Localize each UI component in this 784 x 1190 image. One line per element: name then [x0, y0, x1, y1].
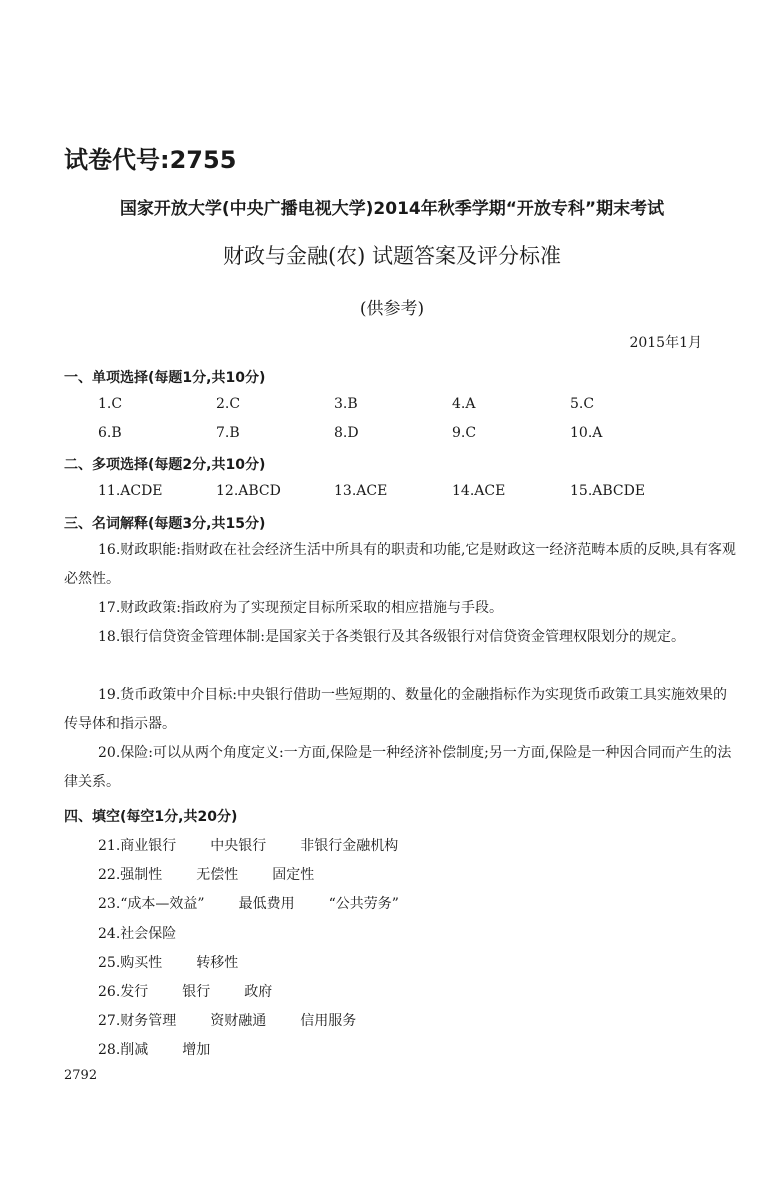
answer: 3.B	[334, 396, 358, 412]
blank: 24.社会保险	[98, 926, 177, 942]
answer: 15.ABCDE	[570, 483, 646, 499]
blank: 28.削减	[98, 1042, 149, 1058]
answer: 13.ACE	[334, 483, 388, 499]
blank: 最低费用	[238, 896, 295, 912]
fill-answer-22	[98, 864, 348, 884]
blank: 25.购买性	[98, 955, 163, 971]
section-3-heading: 三、名词解释(每题3分,共15分)	[64, 516, 266, 532]
blank: 26.发行	[98, 984, 149, 1000]
reference-note: (供参考)	[359, 299, 425, 319]
fill-answer-21	[98, 835, 432, 855]
answer: 9.C	[452, 425, 477, 441]
answer: 14.ACE	[452, 483, 506, 499]
page-number: 2792	[64, 1068, 98, 1083]
blank: 无偿性	[196, 867, 239, 883]
answer: 7.B	[216, 425, 240, 441]
fill-answer-23	[98, 893, 433, 913]
fill-answer-24	[98, 923, 210, 943]
section-2-heading: 二、多项选择(每题2分,共10分)	[64, 457, 266, 473]
section-1-answers-row-1	[98, 396, 688, 412]
blank: 信用服务	[300, 1013, 357, 1029]
definition-18: 18.银行信贷资金管理体制:是国家关于各类银行及其各级银行对信贷资金管理权限划分的规定。	[98, 629, 685, 645]
definition-17: 17.财政政策:指政府为了实现预定目标所采取的相应措施与手段。	[98, 600, 503, 616]
fill-answer-28	[98, 1039, 244, 1059]
blank: 23.“成本—效益”	[98, 896, 205, 912]
blank: 增加	[182, 1042, 211, 1058]
document-title: 财政与金融(农) 试题答案及评分标准	[222, 244, 562, 268]
answer: 1.C	[98, 396, 123, 412]
paper-code: 试卷代号:2755	[64, 146, 237, 174]
section-1-heading: 一、单项选择(每题1分,共10分)	[64, 370, 266, 386]
answer: 11.ACDE	[98, 483, 163, 499]
answer: 6.B	[98, 425, 122, 441]
blank: 27.财务管理	[98, 1013, 177, 1029]
blank: 22.强制性	[98, 867, 163, 883]
answer: 4.A	[452, 396, 476, 412]
section-1-answers-row-2	[98, 425, 688, 441]
blank: 资财融通	[210, 1013, 267, 1029]
blank: 中央银行	[210, 838, 267, 854]
blank: “公共劳务”	[328, 896, 399, 912]
blank: 政府	[244, 984, 273, 1000]
definition-20: 20.保险:可以从两个角度定义:一方面,保险是一种经济补偿制度;另一方面,保险是一种因合同而产生的法律关系。	[64, 745, 732, 790]
answer: 8.D	[334, 425, 359, 441]
blank: 21.商业银行	[98, 838, 177, 854]
answer: 5.C	[570, 396, 595, 412]
section-2-answers-row-1	[98, 483, 688, 499]
answer: 12.ABCD	[216, 483, 281, 499]
blank: 固定性	[272, 867, 315, 883]
blank: 非银行金融机构	[300, 838, 399, 854]
fill-answer-27	[98, 1010, 390, 1030]
exam-date: 2015年1月	[629, 335, 702, 351]
definition-16: 16.财政职能:指财政在社会经济生活中所具有的职责和功能,它是财政这一经济范畴本质的反映,具有客观必然性。	[64, 542, 736, 587]
fill-answer-26	[98, 981, 306, 1001]
exam-header: 国家开放大学(中央广播电视大学)2014年秋季学期“开放专科”期末考试	[119, 199, 665, 219]
blank: 转移性	[196, 955, 239, 971]
fill-answer-25	[98, 952, 272, 972]
answer: 2.C	[216, 396, 241, 412]
section-4-heading: 四、填空(每空1分,共20分)	[64, 809, 238, 825]
definition-19: 19.货币政策中介目标:中央银行借助一些短期的、数量化的金融指标作为实现货币政策工具实施效果的传导体和指示器。	[64, 687, 727, 732]
answer: 10.A	[570, 425, 603, 441]
blank: 银行	[182, 984, 211, 1000]
